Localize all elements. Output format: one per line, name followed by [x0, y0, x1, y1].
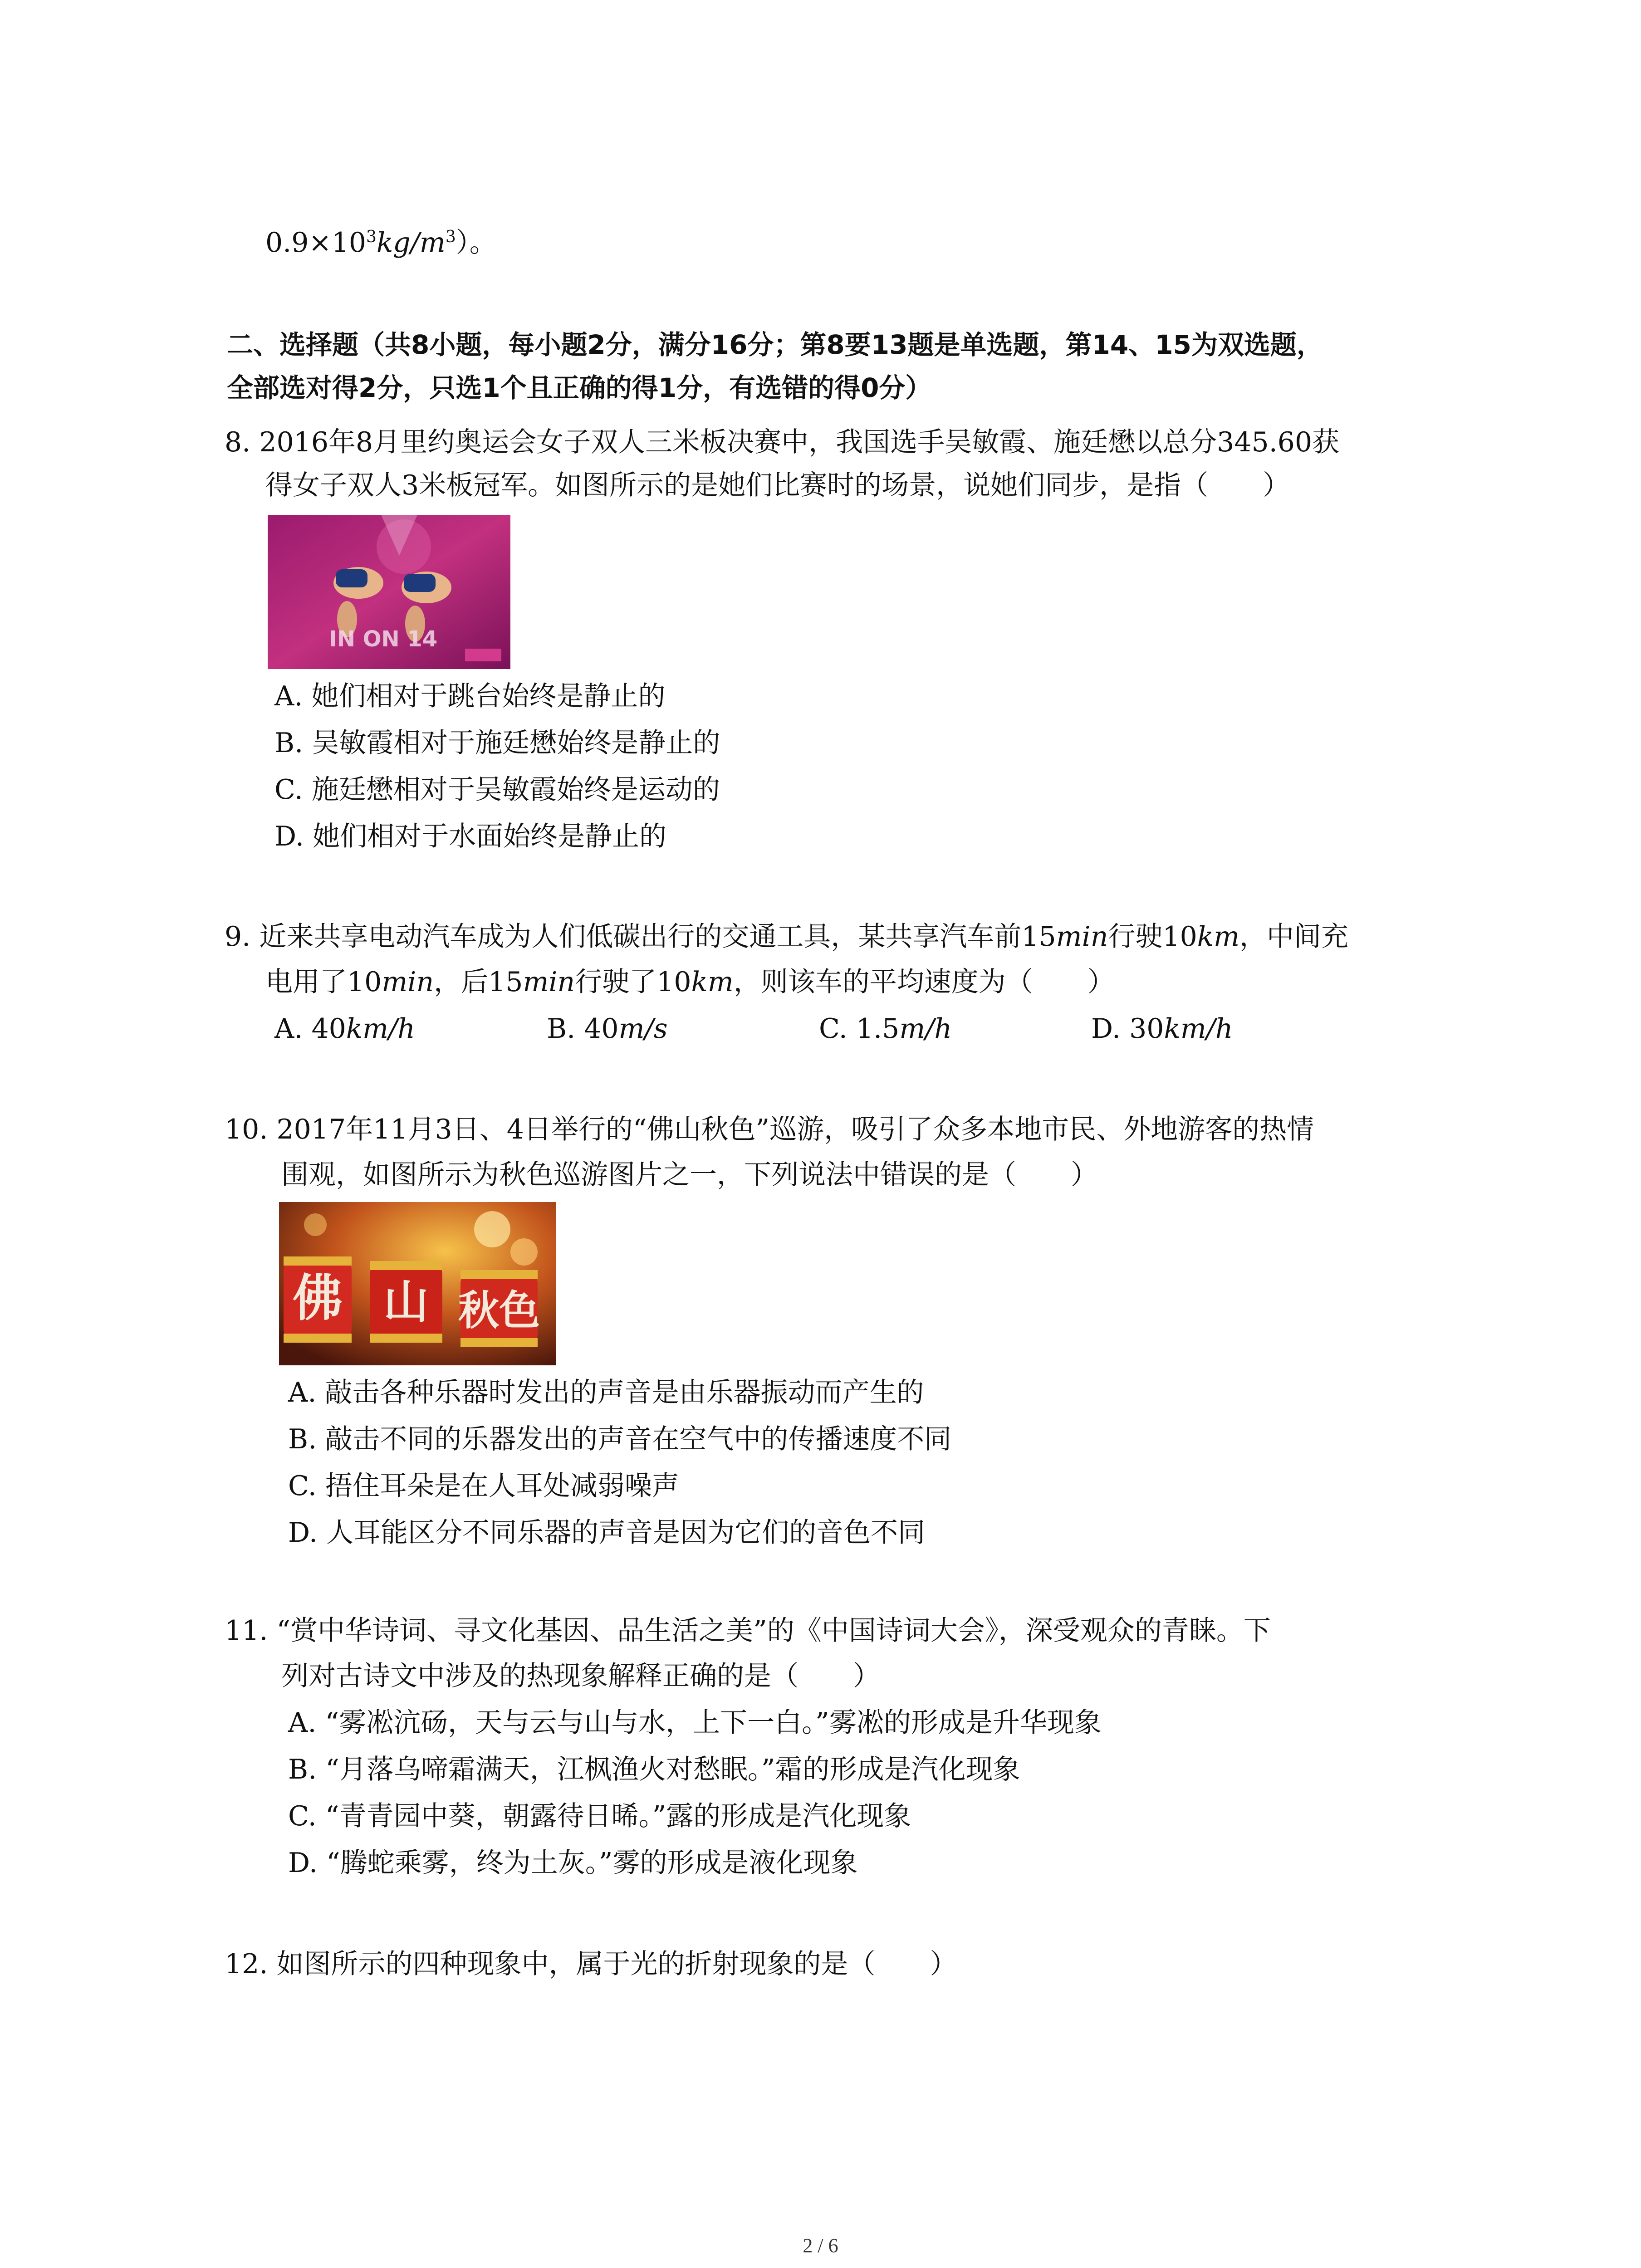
- svg-text:山: 山: [383, 1276, 429, 1329]
- q11-option-c: C. “青青园中葵，朝露待日晞。”露的形成是汽化现象: [288, 1800, 911, 1832]
- q8-stem-line2: 得女子双人3米板冠军。如图所示的是她们比赛时的场景，说她们同步，是指（ ）: [265, 469, 1290, 501]
- q11-option-a: A. “雾凇沆砀，天与云与山与水，上下一白。”雾凇的形成是升华现象: [288, 1707, 1102, 1739]
- q10-option-a: A. 敲击各种乐器时发出的声音是由乐器振动而产生的: [288, 1377, 924, 1408]
- q10-stem-line1: 10. 2017年11月3日、4日举行的“佛山秋色”巡游，吸引了众多本地市民、外地游客的热情: [225, 1114, 1314, 1145]
- section-header-line1: 二、选择题（共8小题，每小题2分，满分16分；第8要13题是单选题，第14、15为双选题，: [227, 329, 1323, 360]
- q9-option-b: B. 40m/s: [547, 1013, 668, 1045]
- svg-text:佛: 佛: [293, 1269, 343, 1327]
- q11-stem-line2: 列对古诗文中涉及的热现象解释正确的是（ ）: [281, 1660, 880, 1692]
- q8-option-b: B. 吴敏霞相对于施廷懋始终是静止的: [274, 727, 720, 759]
- q9-option-a: A. 40km/h: [274, 1013, 415, 1045]
- q10-option-c: C. 捂住耳朵是在人耳处减弱噪声: [288, 1470, 679, 1502]
- svg-text:秋色: 秋色: [458, 1287, 540, 1334]
- q12-stem-line1: 12. 如图所示的四种现象中，属于光的折射现象的是（ ）: [225, 1948, 957, 1980]
- q9-option-c: C. 1.5m/h: [819, 1013, 952, 1045]
- q8-option-a: A. 她们相对于跳台始终是静止的: [274, 680, 666, 712]
- diving-photo: [268, 515, 510, 669]
- q8-stem-line1: 8. 2016年8月里约奥运会女子双人三米板决赛中，我国选手吴敏霞、施廷懋以总分345.60获: [225, 426, 1340, 458]
- q11-stem-line1: 11. “赏中华诗词、寻文化基因、品生活之美”的《中国诗词大会》，深受观众的青睐。下: [225, 1615, 1271, 1647]
- q9-stem-line1: 9. 近来共享电动汽车成为人们低碳出行的交通工具，某共享汽车前15min行驶10km，中间充: [225, 921, 1349, 953]
- density-fragment: $0.9\times 10^3kg/m^3$）。: [265, 227, 497, 259]
- q9-stem-line2: 电用了10min，后15min行驶了10km，则该车的平均速度为（ ）: [265, 966, 1115, 998]
- q10-option-d: D. 人耳能区分不同乐器的声音是因为它们的音色不同: [288, 1517, 926, 1549]
- svg-text:IN ON 14: IN ON 14: [329, 626, 438, 652]
- q8-option-d: D. 她们相对于水面始终是静止的: [274, 821, 667, 852]
- lantern-photo: [279, 1202, 556, 1365]
- q11-option-b: B. “月落乌啼霜满天，江枫渔火对愁眠。”霜的形成是汽化现象: [288, 1754, 1020, 1785]
- q10-stem-line2: 围观，如图所示为秋色巡游图片之一，下列说法中错误的是（ ）: [281, 1159, 1098, 1191]
- q10-option-b: B. 敲击不同的乐器发出的声音在空气中的传播速度不同: [288, 1423, 952, 1455]
- q8-option-c: C. 施廷懋相对于吴敏霞始终是运动的: [274, 774, 720, 806]
- q11-option-d: D. “腾蛇乘雾，终为土灰。”雾的形成是液化现象: [288, 1847, 858, 1879]
- page-number: 2 / 6: [803, 2234, 838, 2257]
- section-header-line2: 全部选对得2分，只选1个且正确的得1分，有选错的得0分）: [227, 372, 932, 403]
- q9-option-d: D. 30km/h: [1091, 1013, 1233, 1045]
